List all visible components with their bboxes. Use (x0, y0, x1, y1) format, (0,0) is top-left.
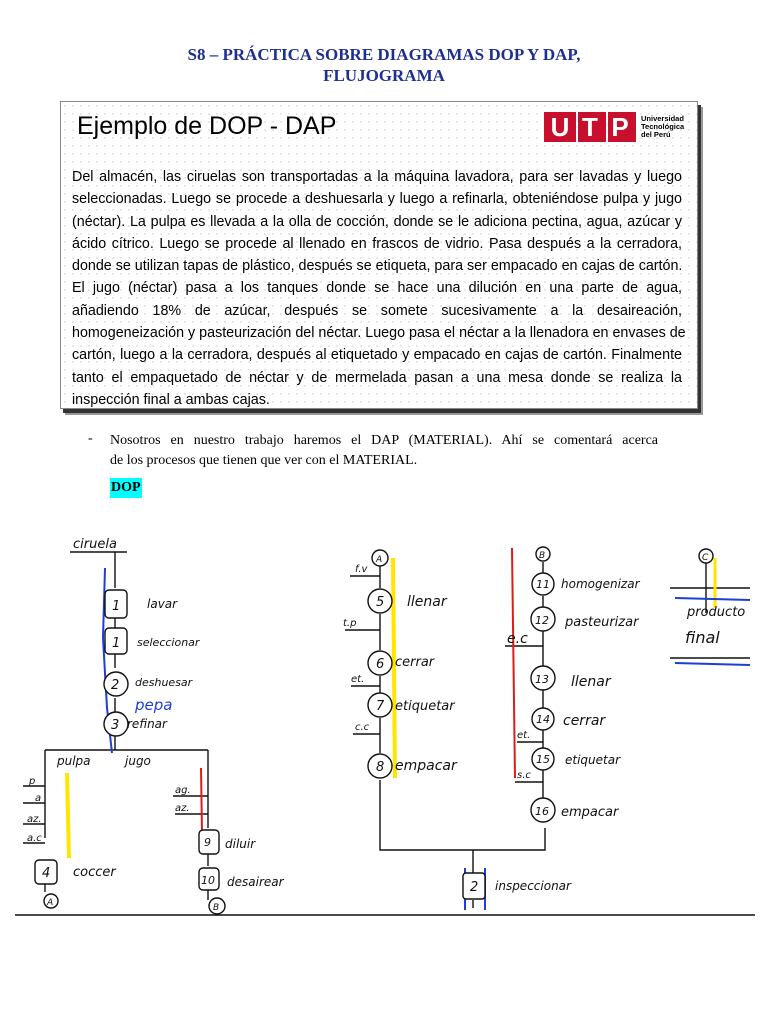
bullet-mark: - (88, 431, 93, 446)
sketch-label: s.c (517, 770, 531, 781)
sketch-label: 1 (112, 636, 121, 651)
logo-letter-p: P (606, 112, 632, 142)
sketch-label: 16 (535, 805, 549, 818)
sketch-label: etiquetar (565, 753, 621, 767)
slide-body-line: seleccionadas. Luego se procede a deshuesarla y luego a refinarla, obteniéndose pulpa y jugo (72, 191, 682, 208)
sketch-label: seleccionar (137, 636, 200, 649)
sketch-label: deshuesar (135, 676, 193, 689)
sketch-label: f.v (355, 564, 368, 575)
sketch-label: az. (175, 803, 190, 814)
sketch-label: 3 (111, 718, 120, 733)
sketch-label: pasteurizar (565, 615, 639, 630)
sketch-label: 2 (111, 678, 120, 693)
sketch-label: 4 (42, 866, 51, 881)
sketch-label: B (539, 551, 546, 561)
slide-body-line: inspección final a ambas cajas. (72, 391, 270, 408)
sketch-label: coccer (73, 865, 116, 880)
sketch-label: 10 (201, 874, 215, 887)
sketch-label: lavar (147, 597, 178, 611)
sketch-label: 14 (536, 713, 550, 726)
sketch-label: 1 (112, 599, 121, 614)
sketch-label: 2 (470, 880, 479, 895)
handwritten-dop-sketch (15, 528, 755, 918)
slide-body-line: ácido cítrico. Luego se procede al llenado en frascos de vidrio. Pasa después a la cerradora, (72, 235, 682, 252)
sketch-label: empacar (395, 758, 457, 774)
sketch-label: llenar (407, 594, 447, 610)
sketch-label: llenar (571, 674, 611, 690)
sketch-label: refinar (127, 717, 167, 731)
sketch-label: 5 (376, 595, 385, 610)
sketch-label: pepa (135, 696, 173, 714)
slide-body-line: añadiendo 18% de azúcar, después se somete sucesivamente a la desaireación, (72, 302, 682, 319)
utp-logo (544, 112, 684, 142)
logo-text-line: Tecnológica (641, 122, 685, 131)
sketch-label: homogenizar (561, 577, 640, 591)
slide-body-line: homogeneización y pasteurización del néctar. Luego pasa el néctar a la llenadora en envases de (72, 325, 686, 342)
document-title (0, 44, 768, 86)
sketch-label: a.c (27, 833, 42, 844)
paragraph-line-1: Nosotros en nuestro trabajo haremos el DAP (MATERIAL). Ahí se comentará acerca (110, 433, 658, 448)
sketch-label: ag. (175, 785, 191, 796)
logo-text-line: Universidad (641, 114, 684, 123)
slide-body-line: Del almacén, las ciruelas son transportadas a la máquina lavadora, para ser lavadas y luego (72, 169, 682, 185)
sketch-label: jugo (125, 754, 151, 768)
sketch-label: et. (351, 674, 365, 685)
sketch-label: 12 (535, 614, 549, 627)
logo-text-line: del Perú (641, 130, 671, 139)
logo-letter-u: U (548, 112, 572, 142)
sketch-label: a (35, 793, 42, 804)
slide-heading: Ejemplo de DOP - DAP (77, 112, 337, 140)
sketch-label: cerrar (395, 655, 435, 670)
sketch-label: et. (517, 730, 531, 741)
sketch-label: 11 (536, 578, 550, 591)
slide-body-line: (néctar). La pulpa es llevada a la olla de cocción, donde se le adiciona pectina, agua, azúcar y (72, 213, 682, 230)
sketch-label: A (47, 898, 54, 908)
slide-body (72, 166, 686, 411)
slide-body-line: donde se utilizan tapas de plástico, después se etiqueta, para ser empacado en cajas de cartón. (72, 258, 683, 275)
sketch-label: c.c (355, 722, 370, 733)
logo-text (641, 115, 684, 139)
sketch-label: e.c (507, 631, 528, 647)
sketch-label: 13 (535, 673, 549, 686)
sketch-label: 8 (376, 760, 385, 775)
title-line-1: S8 – PRÁCTICA SOBRE DIAGRAMAS DOP Y DAP, (187, 45, 581, 64)
sketch-label: cerrar (563, 713, 606, 729)
sketch-label: A (376, 555, 383, 565)
sketch-label: pulpa (57, 754, 91, 768)
sketch-label: etiquetar (395, 699, 455, 714)
slide-body-line: tanto el empaquetado de néctar y de mermelada pasan a una mesa donde se realiza la (72, 369, 682, 386)
sketch-label: p (29, 776, 36, 787)
slide-image (60, 101, 698, 409)
sketch-label: desairear (227, 875, 284, 889)
section-label-dop: DOP (110, 478, 142, 498)
sketch-label: producto (687, 605, 746, 620)
paragraph-line-2: de los procesos que tienen que ver con el MATERIAL. (110, 453, 418, 468)
sketch-label: 9 (204, 836, 211, 849)
slide-body-line: cartón, luego a la cerradora, después al etiquetado y empacado en cajas de cartón. Finalmente (72, 347, 682, 364)
sketch-label: t.p (343, 618, 357, 629)
sketch-label: az. (27, 814, 42, 825)
sketch-label: 15 (536, 753, 550, 766)
bullet-paragraph (110, 431, 658, 471)
sketch-label: diluir (225, 837, 256, 851)
sketch-label: inspeccionar (495, 879, 571, 893)
sketch-label: ciruela (73, 537, 117, 552)
sketch-label: final (685, 628, 720, 647)
sketch-label: 7 (376, 699, 385, 714)
sketch-label: 6 (376, 657, 385, 672)
slide-body-line: El jugo (néctar) pasa a los tanques donde se hace una dilución en una parte de agua, (72, 280, 682, 297)
logo-letter-t: T (576, 112, 602, 142)
sketch-label: empacar (561, 805, 619, 820)
sketch-label: B (213, 903, 220, 913)
title-line-2: FLUJOGRAMA (323, 66, 445, 85)
sketch-label: C (702, 553, 709, 563)
